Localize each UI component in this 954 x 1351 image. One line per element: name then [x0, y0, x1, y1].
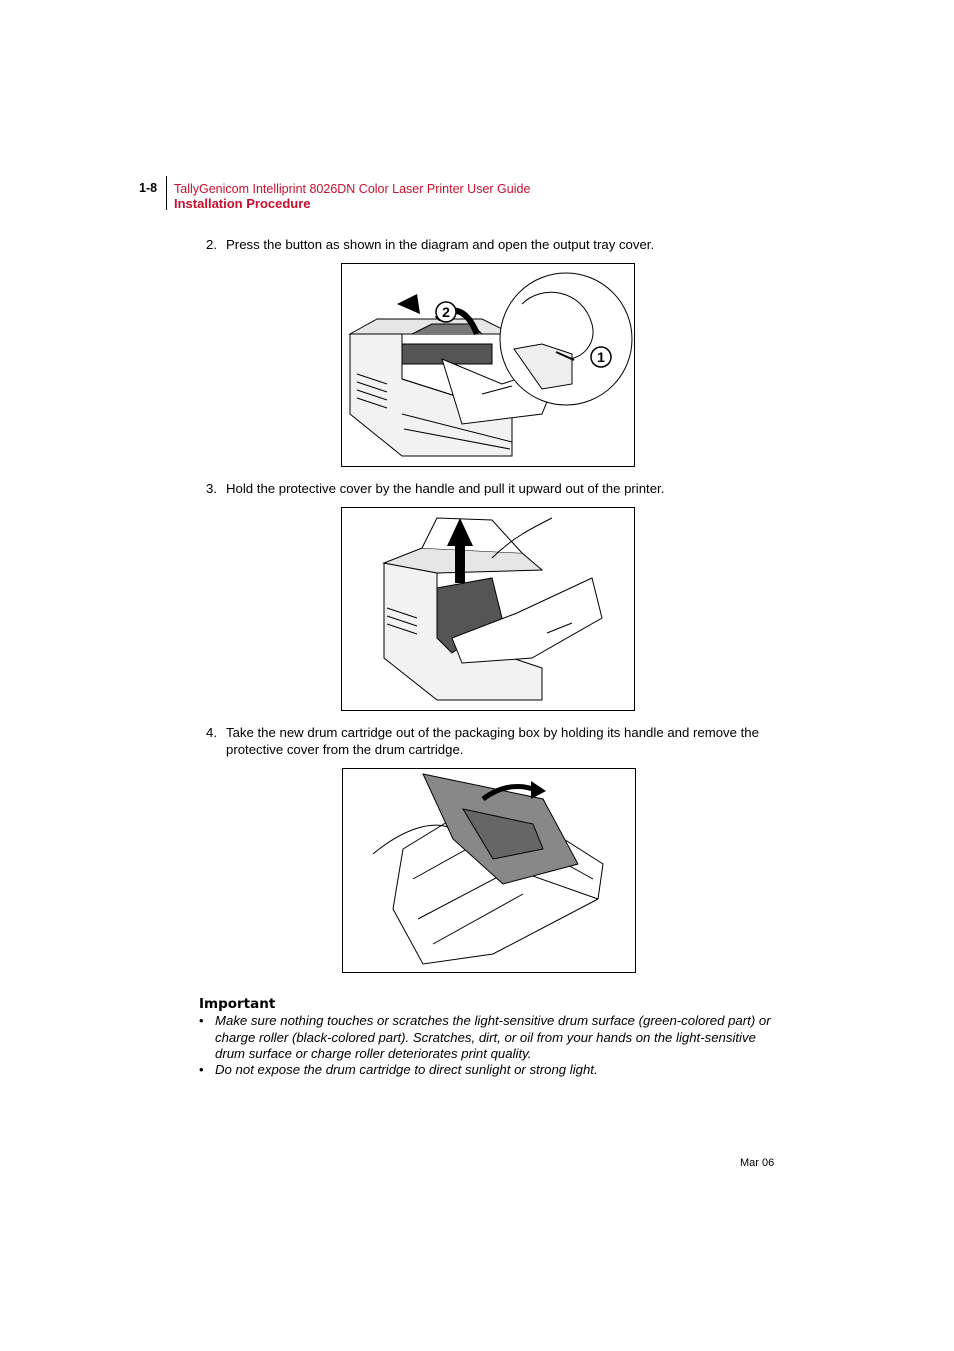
bullet-text: Make sure nothing touches or scratches the light-sensitive drum surface (green-colored part) or charge roller (black-colored part). Scratches, dirt, or oil from your hands on the light-sensitive drum surface or charge roller deteriorates print quality.	[215, 1013, 771, 1061]
bullet-text: Do not expose the drum cartridge to direct sunlight or strong light.	[215, 1062, 598, 1077]
step-text: Take the new drum cartridge out of the packaging box by holding its handle and remove the protective cover from the drum cartridge.	[226, 725, 759, 757]
figure-open-output-tray	[341, 263, 635, 467]
step-number: 3.	[206, 481, 217, 496]
header-divider	[166, 176, 167, 210]
drum-cartridge-illustration	[343, 769, 635, 972]
step-text: Press the button as shown in the diagram and open the output tray cover.	[226, 237, 655, 252]
callout-2: 2	[442, 304, 450, 320]
footer-date: Mar 06	[740, 1157, 775, 1169]
step-number: 2.	[206, 237, 217, 252]
step-text: Hold the protective cover by the handle and pull it upward out of the printer.	[226, 481, 665, 496]
bullet-marker: •	[199, 1062, 204, 1077]
page-number: 1-8	[139, 181, 158, 195]
callout-1: 1	[597, 349, 605, 365]
printer-output-tray-illustration	[342, 264, 634, 466]
figure-remove-protective-cover	[341, 507, 635, 711]
section-title: Installation Procedure	[174, 196, 311, 211]
document-title: TallyGenicom Intelliprint 8026DN Color Laser Printer User Guide	[174, 182, 531, 196]
printer-cover-removal-illustration	[342, 508, 634, 710]
important-heading: Important	[199, 996, 276, 1012]
figure-drum-cartridge	[342, 768, 636, 973]
bullet-marker: •	[199, 1013, 204, 1028]
step-number: 4.	[206, 725, 217, 740]
